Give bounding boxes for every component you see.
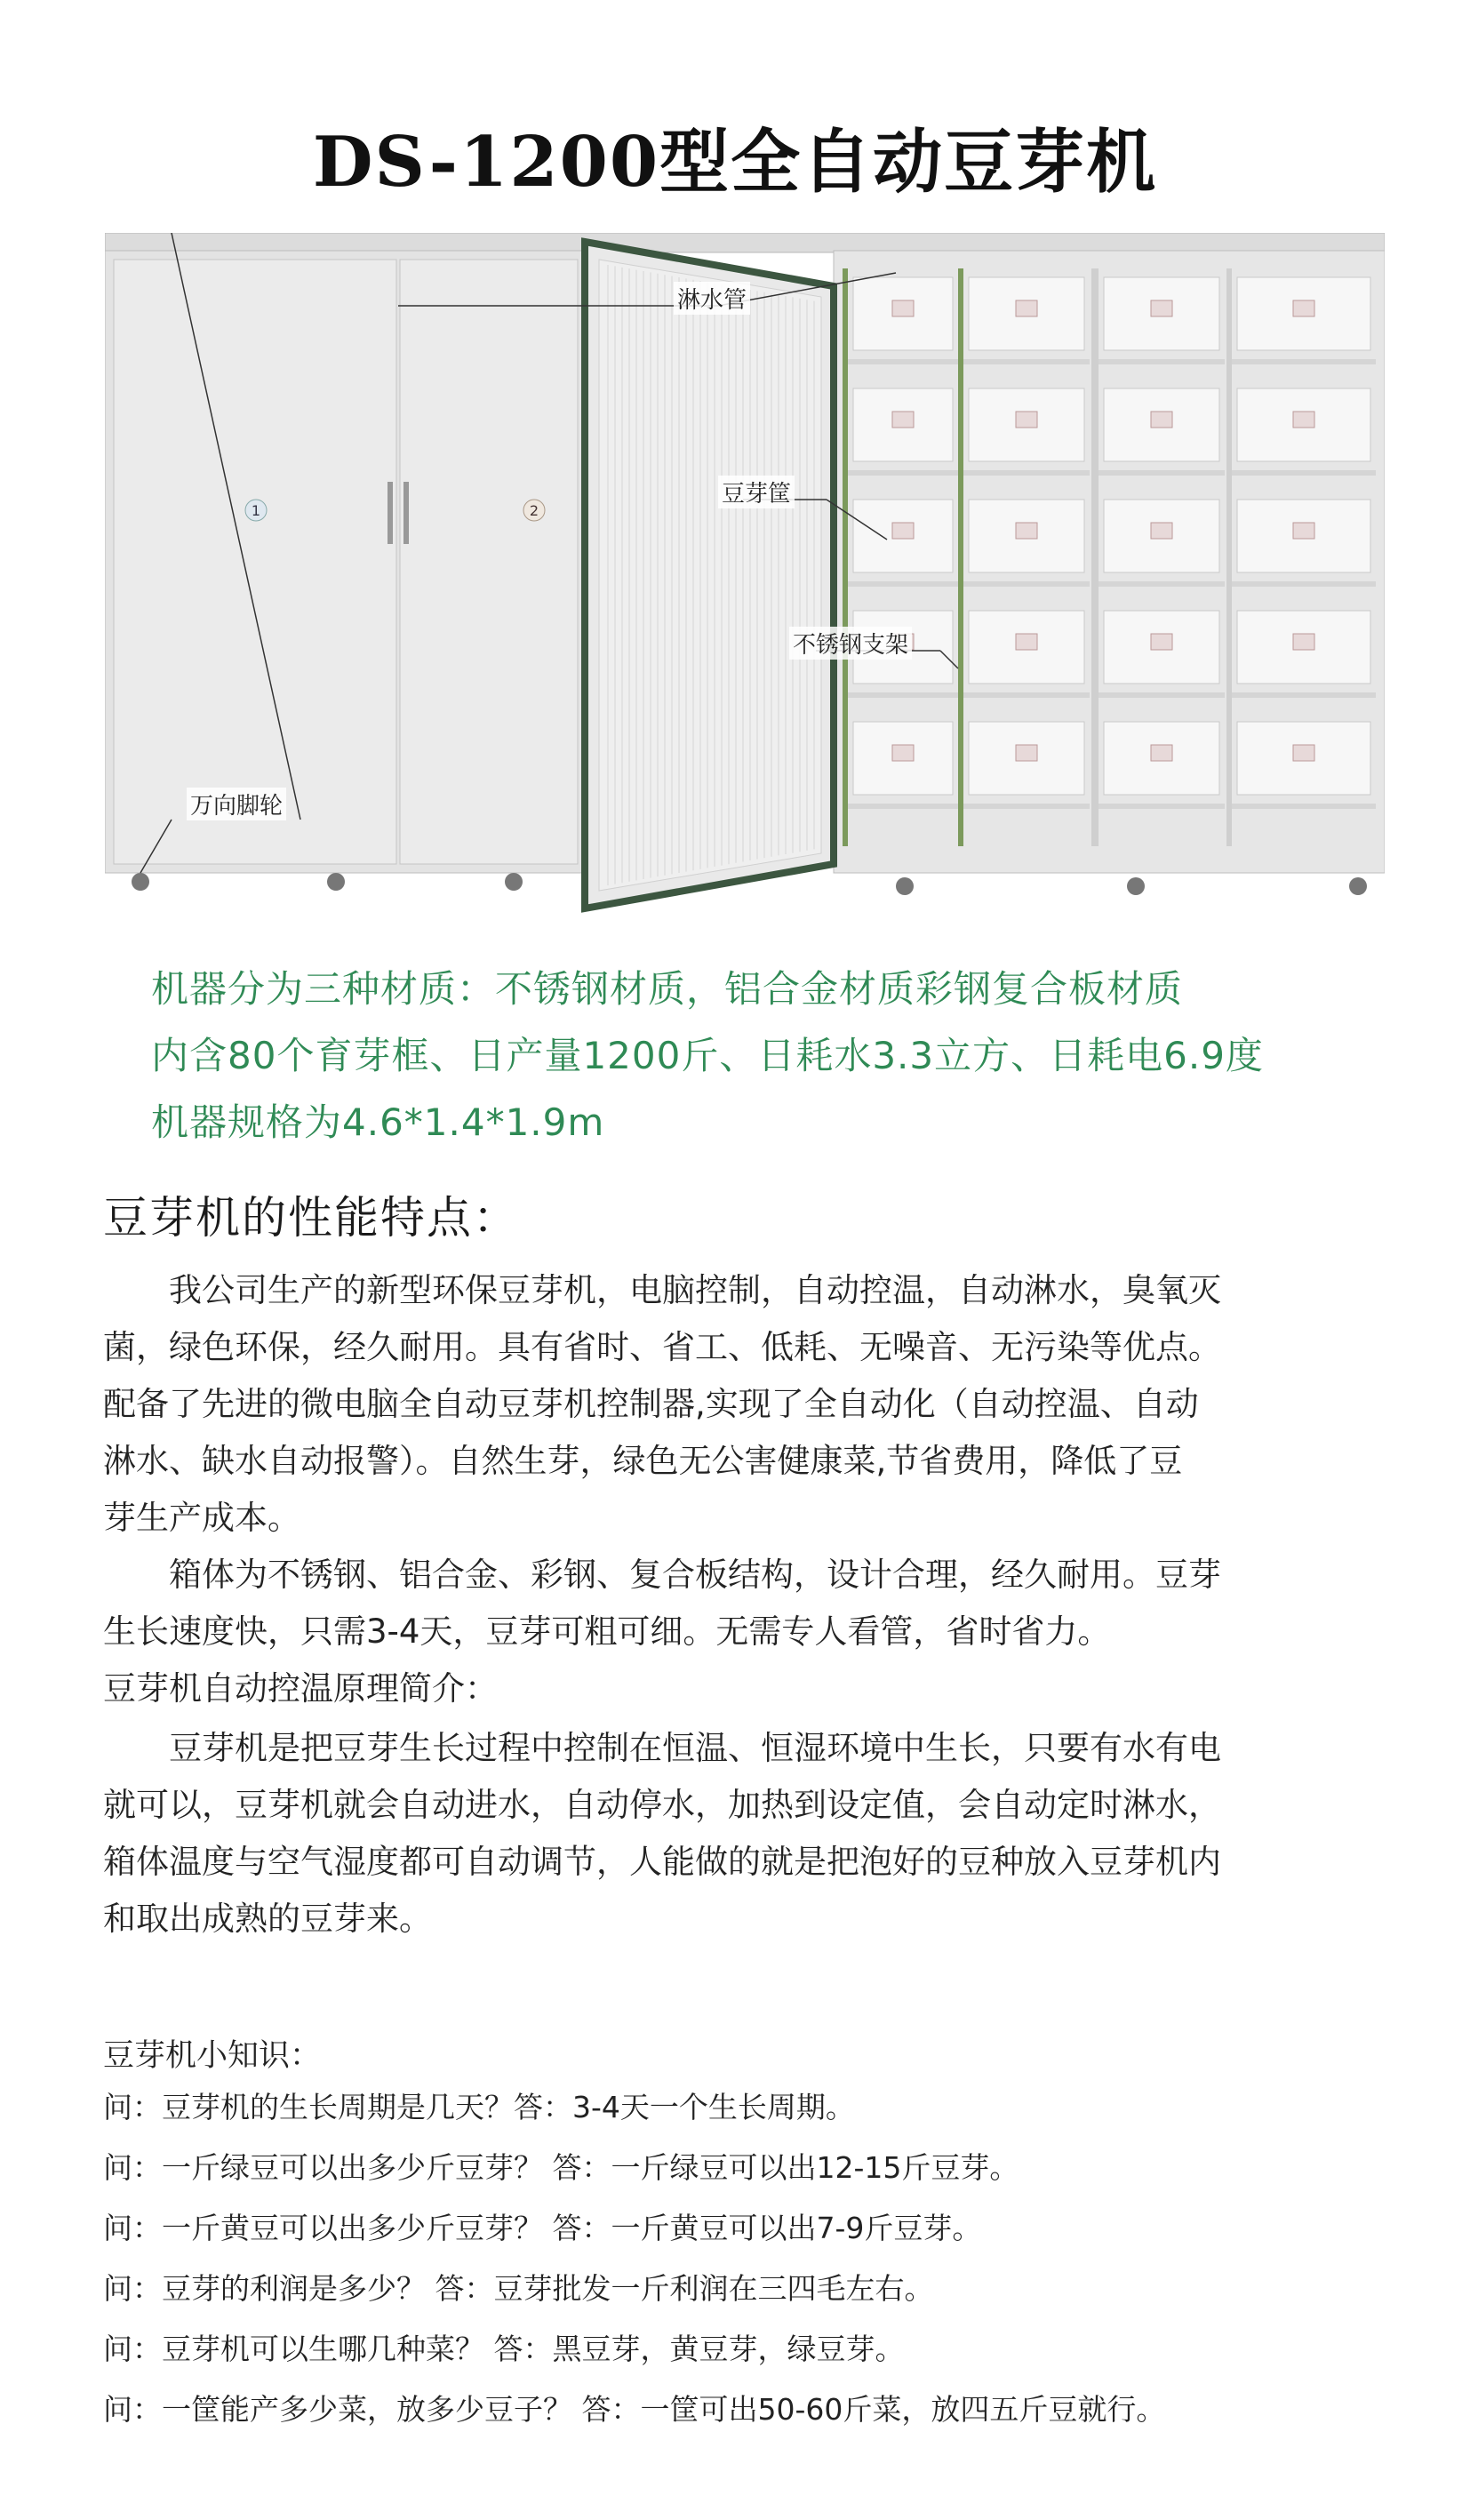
rack-shelf [963,804,1090,809]
rack-shelf [1099,470,1225,476]
basket-label [1293,745,1314,761]
basket-label [1293,300,1314,316]
basket-label [1293,523,1314,539]
paragraph-line: 箱体温度与空气湿度都可自动调节，人能做的就是把泡好的豆种放入豆芽机内 [103,1843,1221,1881]
rack-shelf [848,804,958,809]
basket-label [1293,634,1314,650]
paragraph-line: 我公司生产的新型环保豆芽机，电脑控制，自动控温，自动淋水，臭氧灭 [103,1271,1221,1309]
paragraph-line: 芽生产成本。 [103,1499,300,1537]
rack-shelf [1232,804,1376,809]
basket-label [892,412,914,428]
section-title: 豆芽机的性能特点： [103,1192,519,1244]
rack-shelf [963,470,1090,476]
rack-shelf [963,581,1090,587]
basket-label [1293,412,1314,428]
rack-shelf [1232,470,1376,476]
basket-label [1016,745,1037,761]
callout-rack: 不锈钢支架 [789,627,912,660]
door-number-1: 1 [251,502,261,519]
machine-photo [105,233,1385,917]
basket-label [1151,523,1172,539]
paragraph-principle [103,1720,1383,1948]
qa-item: 问：一斤黄豆可以出多少斤豆芽？ 答：一斤黄豆可以出7-9斤豆芽。 [103,2211,982,2245]
rack-shelf [1232,359,1376,364]
rack-shelf [848,470,958,476]
page-title: DS-1200型全自动豆芽机 [312,122,1158,203]
paragraph-line: 淋水、缺水自动报警）。自然生芽，绿色无公害健康菜,节省费用，降低了豆 [103,1442,1183,1480]
paragraph-intro [103,1262,1383,1547]
qa-title: 豆芽机小知识： [103,2038,322,2074]
rack-shelf [1099,581,1225,587]
qa-item: 问：一斤绿豆可以出多少斤豆芽？ 答：一斤绿豆可以出12-15斤豆芽。 [103,2150,1019,2185]
rack-shelf [848,359,958,364]
qa-item: 问：一筐能产多少菜，放多少豆子？ 答：一筐可出50-60斤菜，放四五斤豆就行。 [103,2392,1166,2427]
basket-label [1016,412,1037,428]
paragraph-line: 就可以，豆芽机就会自动进水，自动停水，加热到设定值，会自动定时淋水， [103,1786,1221,1824]
basket-label [892,300,914,316]
rack-shelf [963,692,1090,698]
rack-shelf [848,692,958,698]
callout-caster: 万向脚轮 [187,788,286,820]
spec-dimensions: 机器规格为4.6*1.4*1.9m [151,1100,605,1144]
door-1 [114,260,396,864]
basket-label [1151,300,1172,316]
paragraph-structure [103,1547,1383,1717]
callout-basket: 豆芽筐 [718,476,795,508]
rack-shelf [1099,359,1225,364]
paragraph-line: 生长速度快，只需3-4天，豆芽可粗可细。无需专人看管，省时省力。 [103,1612,1111,1651]
rack-shelf [1232,692,1376,698]
callout-spray-pipe: 淋水管 [674,282,750,315]
rack-shelf [1099,692,1225,698]
qa-item: 问：豆芽的利润是多少？ 答：豆芽批发一斤利润在三四毛左右。 [103,2271,934,2306]
basket-label [1151,634,1172,650]
spec-materials: 机器分为三种材质：不锈钢材质，铝合金材质彩钢复合板材质 [151,967,1184,1011]
paragraph-line: 菌，绿色环保，经久耐用。具有省时、省工、低耗、无噪音、无污染等优点。 [103,1328,1221,1366]
basket-label [892,745,914,761]
rack-shelf [1099,804,1225,809]
basket-label [1151,412,1172,428]
rack-shelf [1232,581,1376,587]
rack-shelf [963,359,1090,364]
basket-label [1016,523,1037,539]
basket-label [892,523,914,539]
spec-capacity: 内含80个育芽框、日产量1200斤、日耗水3.3立方、日耗电6.9度 [151,1034,1264,1077]
basket-label [1151,745,1172,761]
rack-shelf [848,581,958,587]
door-2 [400,260,578,864]
paragraph-line: 配备了先进的微电脑全自动豆芽机控制器,实现了全自动化（自动控温、自动 [103,1385,1199,1423]
paragraph-line: 和取出成熟的豆芽来。 [103,1900,432,1938]
qa-item: 问：豆芽机的生长周期是几天？答：3-4天一个生长周期。 [103,2090,855,2124]
paragraph-heading: 豆芽机自动控温原理简介： [103,1669,498,1708]
basket-label [1016,300,1037,316]
paragraph-line: 豆芽机是把豆芽生长过程中控制在恒温、恒湿环境中生长，只要有水有电 [103,1729,1221,1767]
paragraph-line: 箱体为不锈钢、铝合金、彩钢、复合板结构，设计合理，经久耐用。豆芽 [103,1556,1221,1594]
door-number-2: 2 [529,502,539,519]
sprouting-machine-illustration [105,233,1385,917]
qa-item: 问：豆芽机可以生哪几种菜？ 答：黑豆芽，黄豆芽，绿豆芽。 [103,2332,905,2366]
basket-label [1016,634,1037,650]
